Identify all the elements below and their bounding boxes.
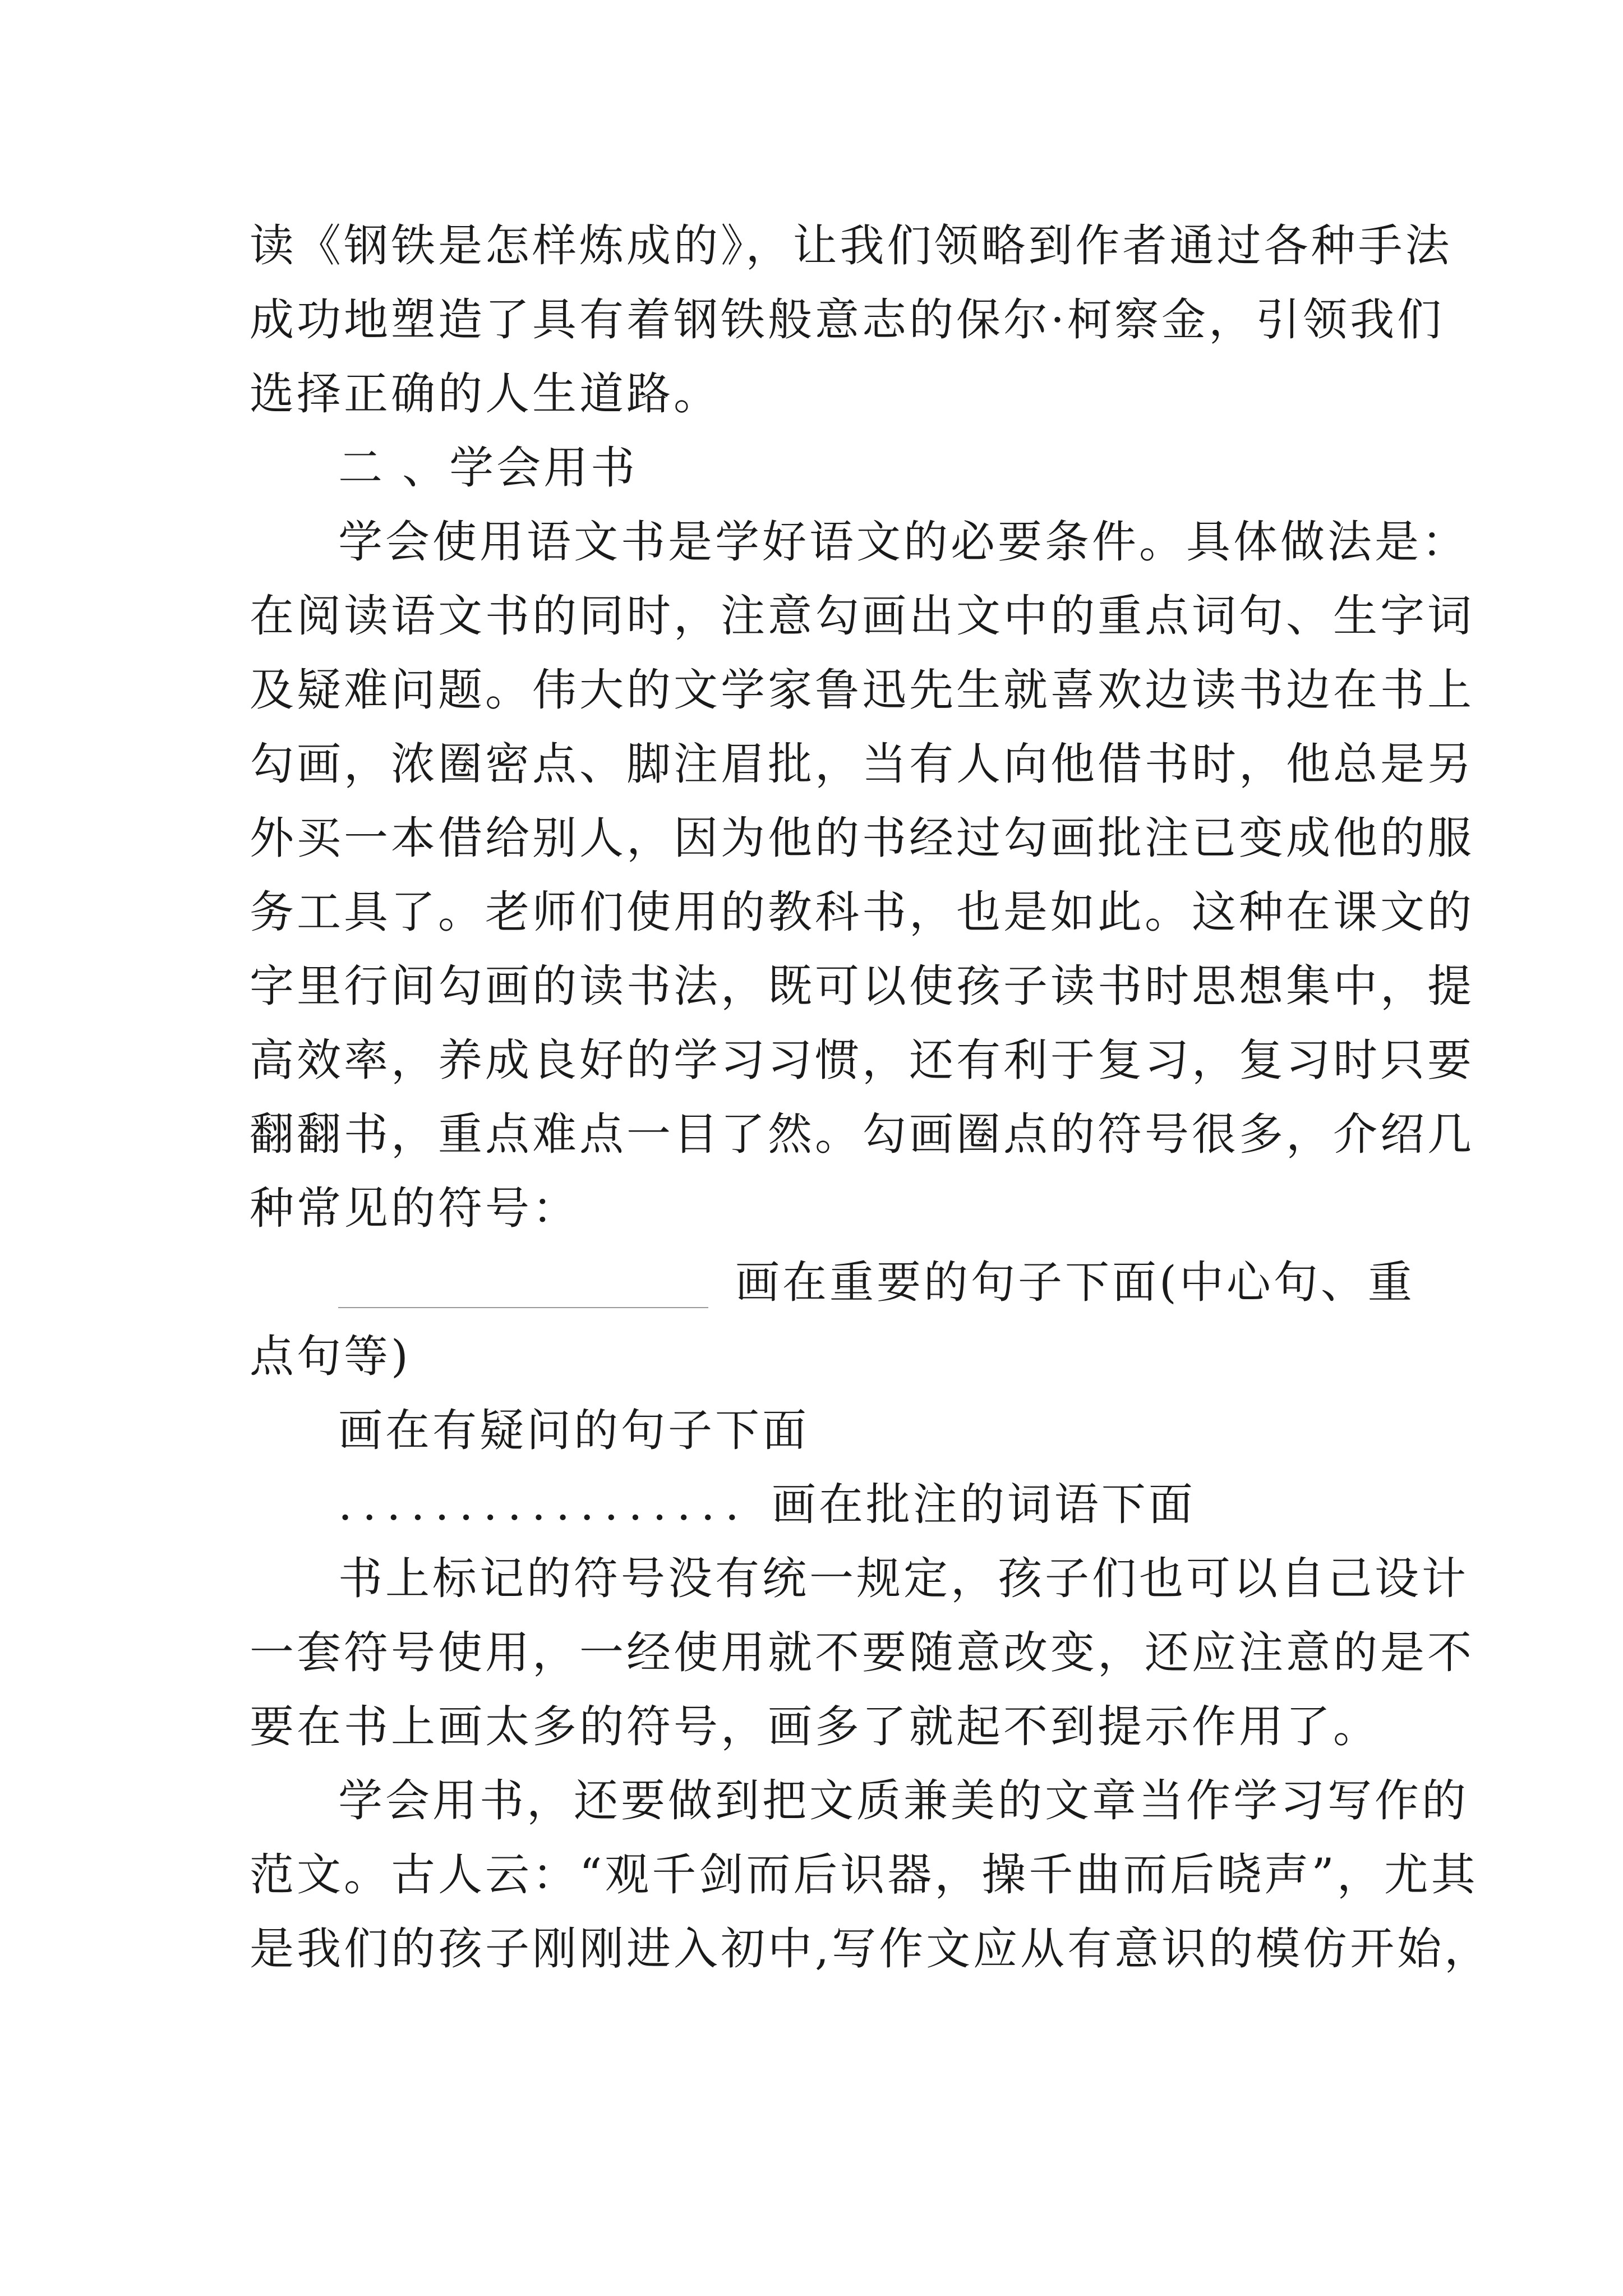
- paragraph-line: 读《钢铁是怎样炼成的》，让我们领略到作者通过各种手法: [250, 220, 1453, 272]
- paragraph-line: 翻翻书，重点难点一目了然。勾画圈点的符号很多，介绍几: [250, 1108, 1474, 1160]
- paragraph-line: 学会使用语文书是学好语文的必要条件。具体做法是：: [338, 516, 1469, 568]
- paragraph-line: 种常见的符号：: [250, 1182, 579, 1234]
- paragraph-line: 点句等): [250, 1331, 411, 1382]
- symbol-wavy-row: 画在有疑问的句子下面: [338, 1405, 809, 1456]
- paragraph-line: 书上标记的符号没有统一规定，孩子们也可以自己设计: [338, 1553, 1469, 1604]
- paragraph-line: 范文。古人云：“观千剑而后识器，操千曲而后晓声”，尤其: [250, 1849, 1478, 1901]
- symbol-description: 画在批注的词语下面: [771, 1479, 1196, 1530]
- paragraph-line: 勾画，浓圈密点、脚注眉批，当有人向他借书时，他总是另: [250, 738, 1474, 790]
- paragraph-line: 字里行间勾画的读书法，既可以使孩子读书时思想集中，提: [250, 960, 1474, 1012]
- paragraph-line: 及疑难问题。伟大的文学家鲁迅先生就喜欢边读书边在书上: [250, 664, 1474, 716]
- paragraph-line: 高效率，养成良好的学习习惯，还有利于复习，复习时只要: [250, 1034, 1474, 1086]
- symbol-underline-row: [250, 1245, 1415, 1319]
- dotted-symbol: .................: [338, 1479, 749, 1530]
- paragraph-line: 成功地塑造了具有着钢铁般意志的保尔·柯察金，引领我们: [250, 294, 1445, 346]
- symbol-description: 画在重要的句子下面(中心句、重: [735, 1257, 1415, 1308]
- symbol-dots-row: [250, 1467, 1377, 1542]
- paragraph-line: 选择正确的人生道路。: [250, 368, 721, 420]
- paragraph-line: 要在书上画太多的符号，画多了就起不到提示作用了。: [250, 1701, 1380, 1752]
- paragraph-line: 在阅读语文书的同时，注意勾画出文中的重点词句、生字词: [250, 590, 1474, 642]
- paragraph-line: 是我们的孩子刚刚进入初中,写作文应从有意识的模仿开始，: [250, 1923, 1492, 1975]
- paragraph-line: 学会用书，还要做到把文质兼美的文章当作学习写作的: [338, 1775, 1469, 1826]
- paragraph-line: 一套符号使用，一经使用就不要随意改变，还应注意的是不: [250, 1627, 1474, 1678]
- underline-symbol: [338, 1262, 708, 1308]
- body-text: [250, 209, 1492, 1986]
- paragraph-line: 外买一本借给别人，因为他的书经过勾画批注已变成他的服: [250, 812, 1474, 864]
- section-heading: 二 、学会用书: [338, 442, 638, 494]
- paragraph-line: 务工具了。老师们使用的教科书，也是如此。这种在课文的: [250, 886, 1474, 938]
